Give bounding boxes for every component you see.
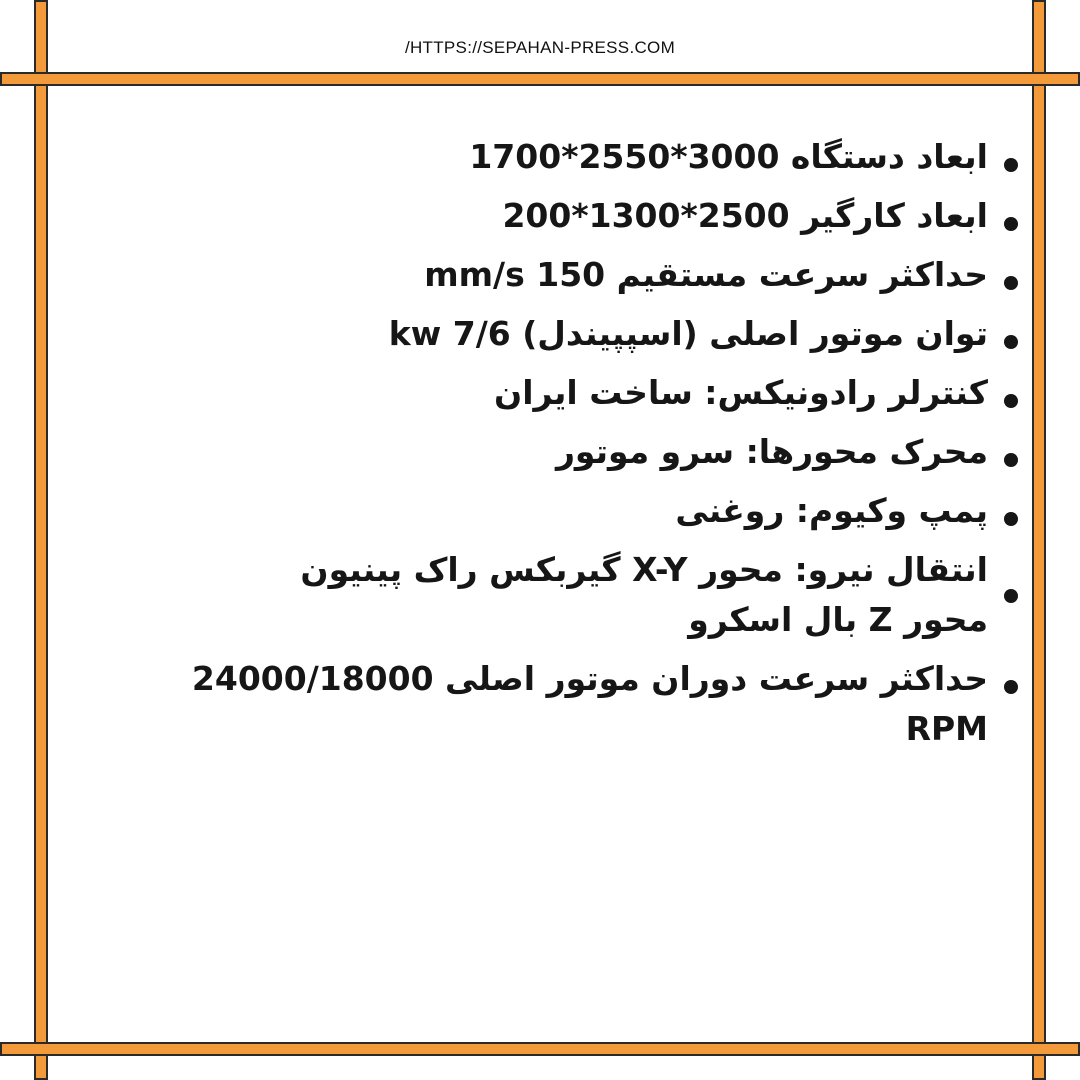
spec-max-linear-speed: حداکثر سرعت مستقیم 150 mm/s [118,250,1018,300]
spec-max-spindle-rpm: حداکثر سرعت دوران موتور اصلی 24000/18000 RPM [118,654,1018,754]
spec-power-transmission-line1: انتقال نیرو: محور X-Y گیربکس راک پینیون [300,550,988,589]
site-url: /HTTPS://SEPAHAN-PRESS.COM [404,38,676,57]
spec-work-area-dimensions: ابعاد کارگیر 2500*1300*200 [118,191,1018,241]
spec-machine-dimensions: ابعاد دستگاه 3000*2550*1700 [118,132,1018,182]
frame-line-left [34,0,48,1080]
spec-controller: کنترلر رادونیکس: ساخت ایران [118,368,1018,418]
spec-axis-drive: محرک محورها: سرو موتور [118,427,1018,477]
spec-list [118,132,1018,763]
frame-line-right [1032,0,1046,1080]
frame-line-top [0,72,1080,86]
spec-power-transmission-line2: محور Z بال اسکرو [688,600,988,639]
spec-power-transmission [118,545,1018,645]
spec-spindle-power: توان موتور اصلی (اسپپیندل) 7/6 kw [118,309,1018,359]
frame-line-bottom [0,1042,1080,1056]
spec-vacuum-pump: پمپ وکیوم: روغنی [118,486,1018,536]
